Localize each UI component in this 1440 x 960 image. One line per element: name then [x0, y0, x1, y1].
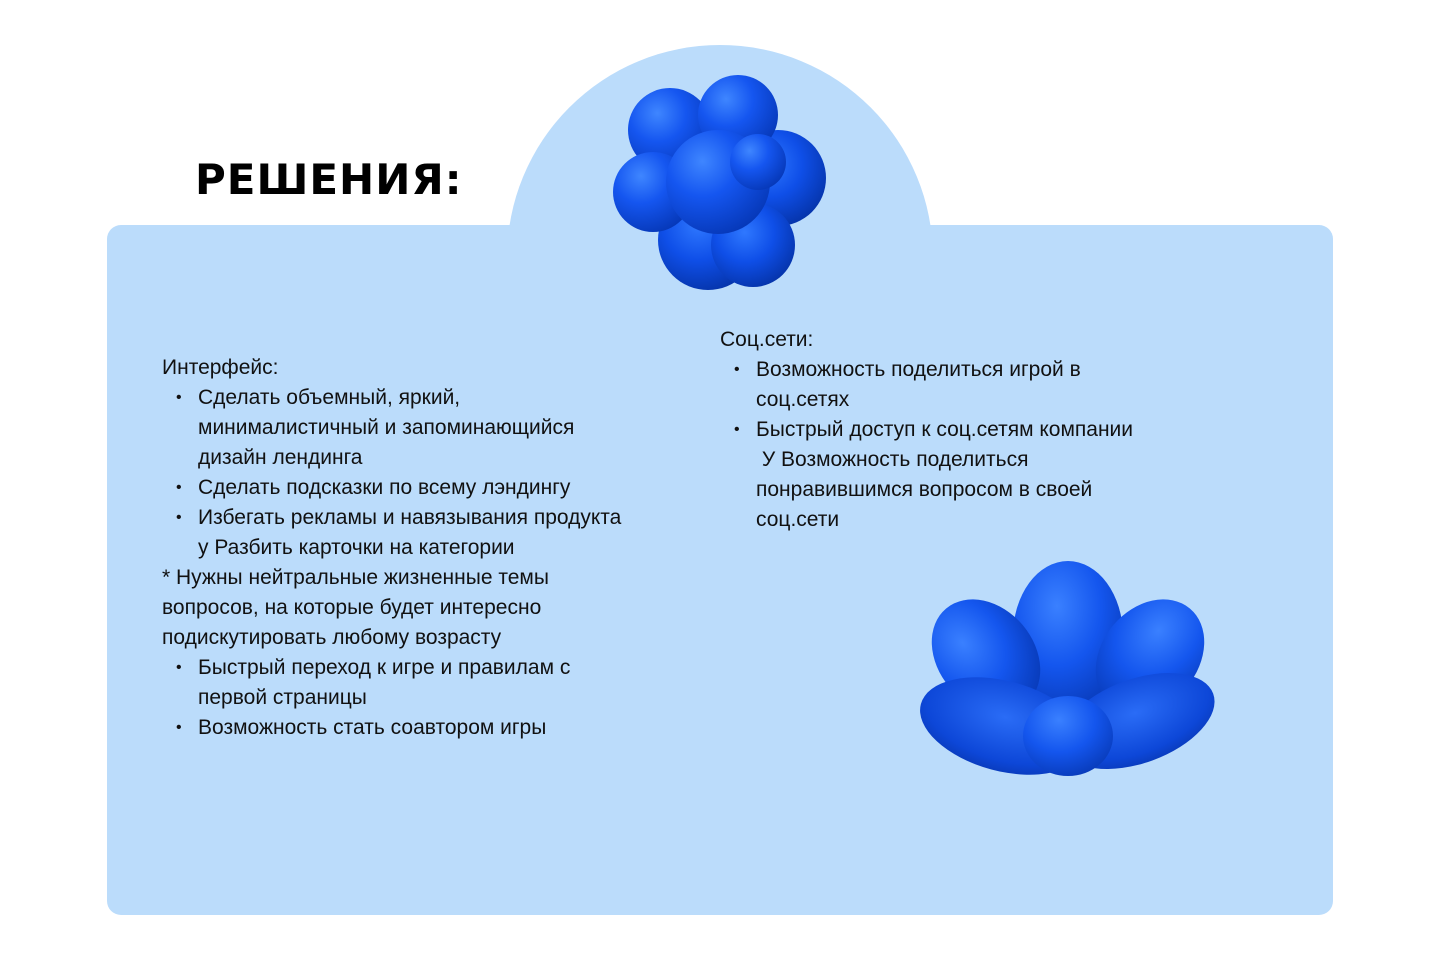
- list-item: • Возможность поделиться игрой в соц.сетях: [720, 355, 1150, 415]
- share-question-text: У Возможность поделиться понравившимся вопросом в своей соц.сети: [756, 448, 1099, 531]
- interface-bullet-list-2: [162, 653, 622, 743]
- social-column: [720, 325, 1150, 535]
- social-heading: Соц.сети:: [720, 328, 814, 351]
- list-item: • Быстрый переход к игре и правилам с первой страницы: [162, 653, 622, 713]
- interface-bullet-list: [162, 383, 622, 563]
- interface-heading: Интерфейс:: [162, 356, 279, 379]
- topics-note: * Нужны нейтральные жизненные темы вопросов, на которые будет интересно подискутировать любому возрасту: [162, 566, 549, 649]
- list-item: • Сделать объемный, яркий, минималистичный и запоминающийся дизайн лендинга: [162, 383, 622, 473]
- list-item: • Быстрый доступ к соц.сетям компании: [720, 415, 1150, 445]
- blue-blob-image: [608, 70, 830, 292]
- page-title: РЕШЕНИЯ:: [195, 155, 463, 204]
- list-item: • Возможность стать соавтором игры: [162, 713, 622, 743]
- social-bullet-list: [720, 355, 1150, 445]
- list-item: • Избегать рекламы и навязывания продукта у Разбить карточки на категории: [162, 503, 622, 563]
- blue-flower-image: [918, 556, 1218, 786]
- list-item: • Сделать подсказки по всему лэндингу: [162, 473, 622, 503]
- interface-column: [162, 353, 622, 743]
